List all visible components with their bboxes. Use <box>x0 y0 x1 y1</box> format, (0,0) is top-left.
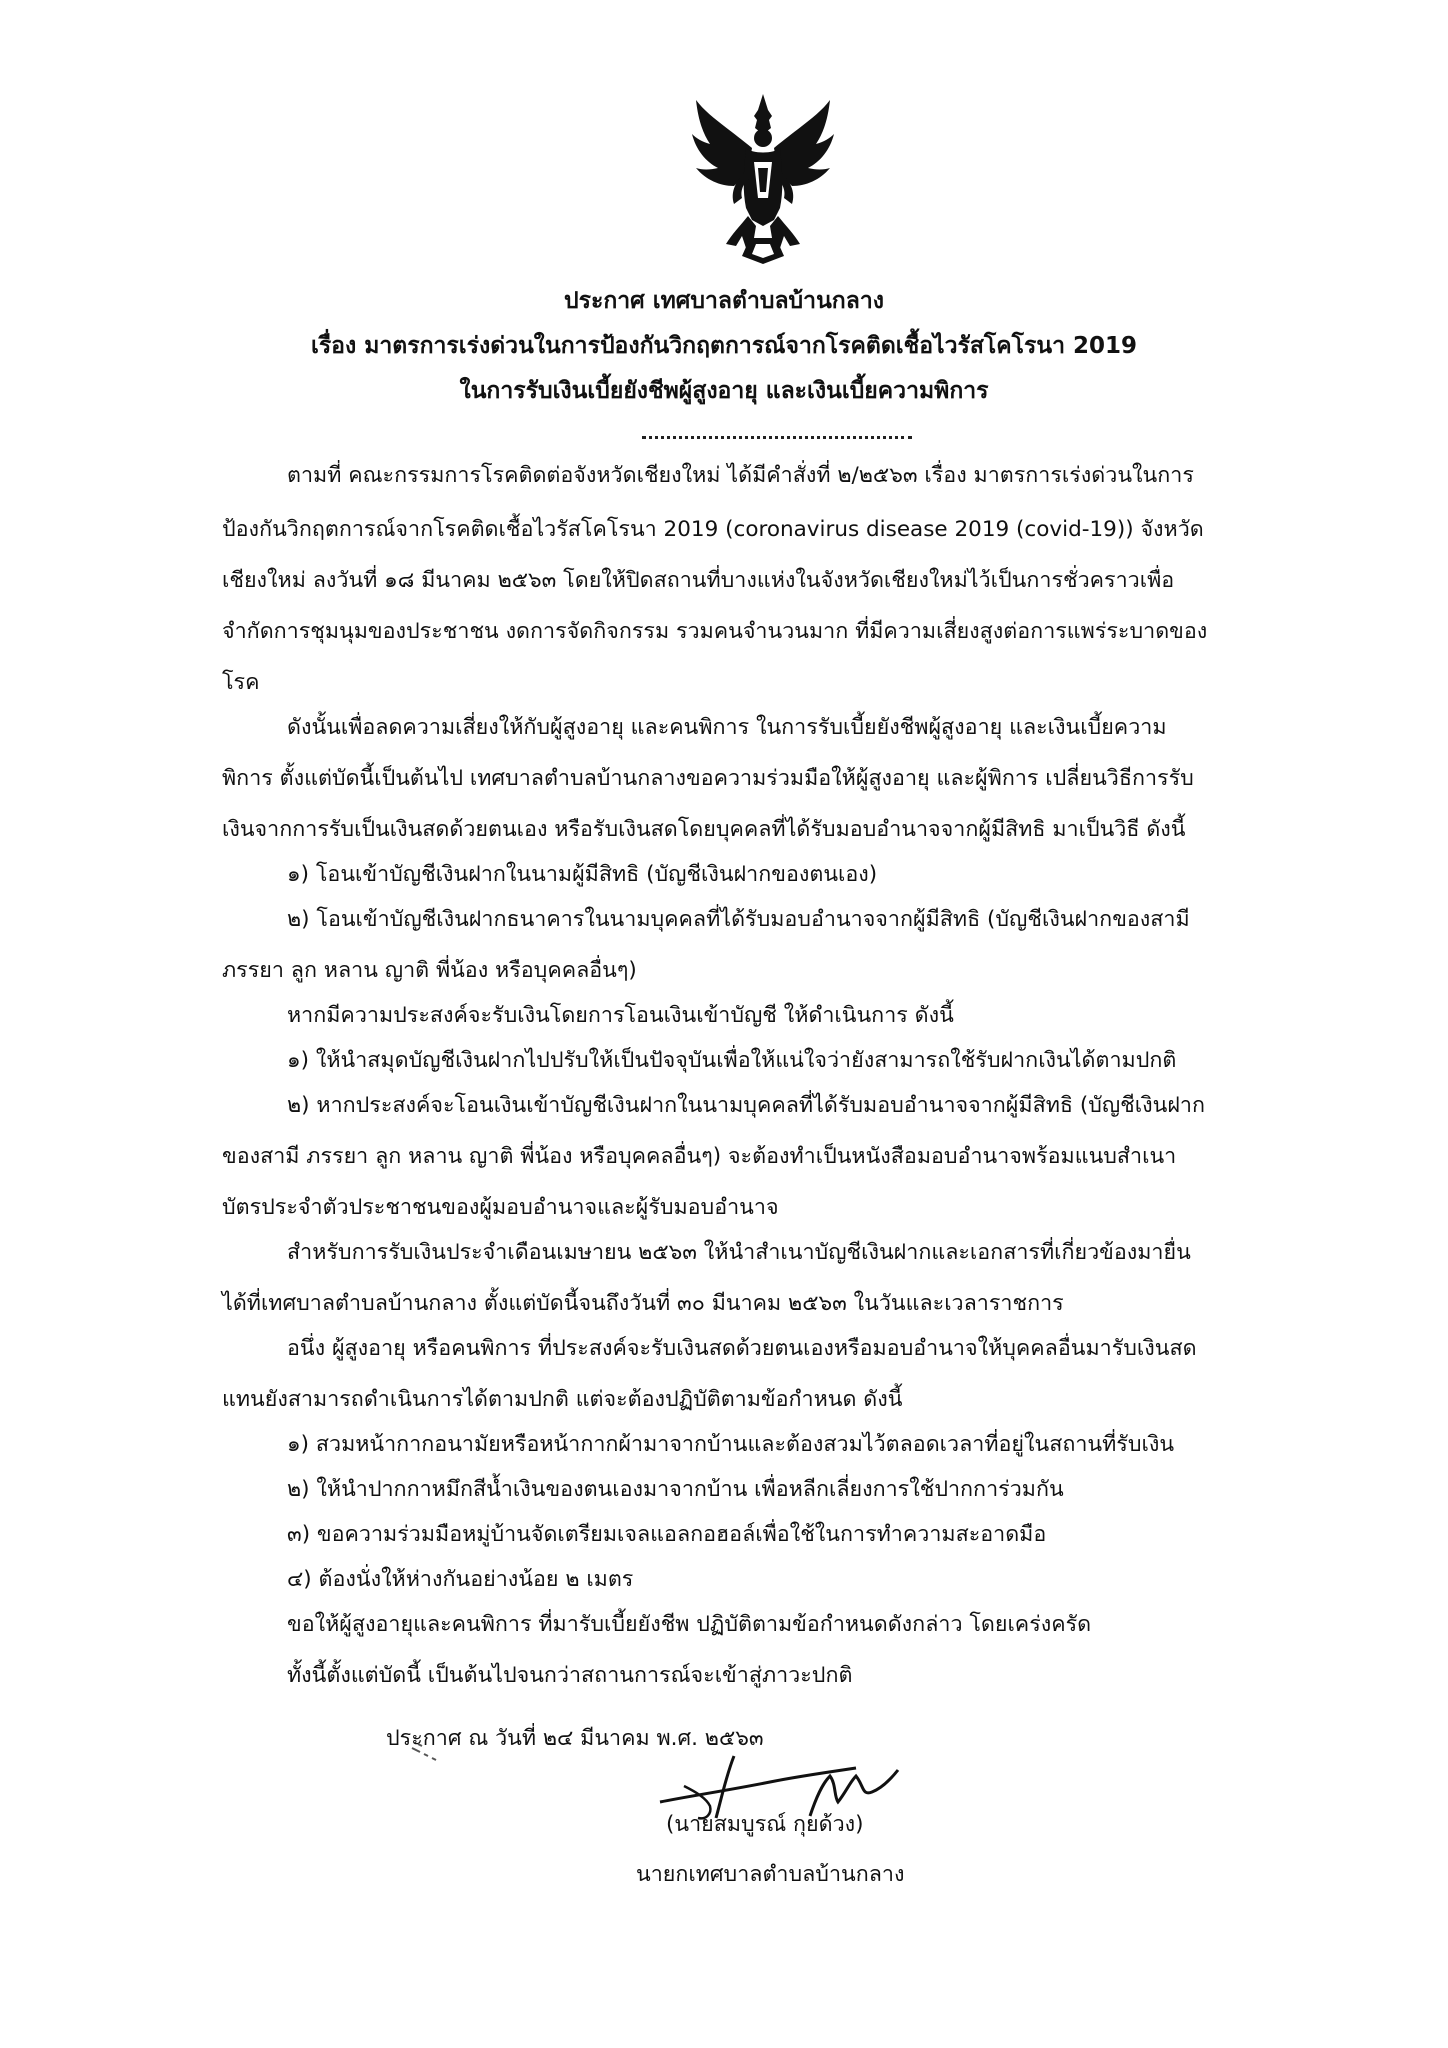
announcement-subject-continued: ในการรับเงินเบี้ยยังชีพผู้สูงอายุ และเงินเบี้ยความพิการ <box>459 378 989 404</box>
paragraph-2-line-2: พิการ ตั้งแต่บัดนี้เป็นต้นไป เทศบาลตำบลบ้านกลางขอความร่วมมือให้ผู้สูงอายุ และผู้พิการ เปลี่ยนวิธีการรับ <box>222 766 1194 791</box>
paragraph-5-line-1: อนึ่ง ผู้สูงอายุ หรือคนพิการ ที่ประสงค์จะรับเงินสดด้วยตนเองหรือมอบอำนาจให้บุคคลอื่นมารับเงินสด <box>287 1336 1197 1361</box>
paragraph-6: ขอให้ผู้สูงอายุและคนพิการ ที่มารับเบี้ยยังชีพ ปฏิบัติตามข้อกำหนดดังกล่าว โดยเคร่งครัด <box>287 1612 1092 1637</box>
rule-item-1: ๑) สวมหน้ากากอนามัยหรือหน้ากากผ้ามาจากบ้านและต้องสวมไว้ตลอดเวลาที่อยู่ในสถานที่รับเงิน <box>287 1432 1175 1457</box>
paragraph-1-line-2: ป้องกันวิกฤตการณ์จากโรคติดเชื้อไวรัสโคโรนา 2019 (coronavirus disease 2019 (covid-19)) จังหวัด <box>222 517 1204 542</box>
paragraph-4-line-1: สำหรับการรับเงินประจำเดือนเมษายน ๒๕๖๓ ให้นำสำเนาบัญชีเงินฝากและเอกสารที่เกี่ยวข้องมายื่น <box>287 1240 1191 1265</box>
garuda-emblem-icon <box>688 88 838 266</box>
rule-item-2: ๒) ให้นำปากกาหมึกสีน้ำเงินของตนเองมาจากบ้าน เพื่อหลีกเลี่ยงการใช้ปากการ่วมกัน <box>287 1477 1064 1502</box>
paragraph-2-line-3: เงินจากการรับเป็นเงินสดด้วยตนเอง หรือรับเงินสดโดยบุคคลที่ได้รับมอบอำนาจจากผู้มีสิทธิ มาเป็นวิธี ดังนี้ <box>222 817 1186 842</box>
paragraph-1-line-1: ตามที่ คณะกรรมการโรคติดต่อจังหวัดเชียงใหม่ ได้มีคำสั่งที่ ๒/๒๕๖๓ เรื่อง มาตรการเร่งด่วนในการ <box>287 463 1194 488</box>
paragraph-1-line-5: โรค <box>222 670 260 695</box>
announcement-title: ประกาศ เทศบาลตำบลบ้านกลาง <box>564 288 884 314</box>
paragraph-7: ทั้งนี้ตั้งแต่บัดนี้ เป็นต้นไปจนกว่าสถานการณ์จะเข้าสู่ภาวะปกติ <box>287 1663 853 1688</box>
announcement-subject: เรื่อง มาตรการเร่งด่วนในการป้องกันวิกฤตการณ์จากโรคติดเชื้อไวรัสโคโรนา 2019 <box>310 333 1138 359</box>
header-divider <box>642 436 912 439</box>
signer-name: (นายสมบูรณ์ กุยด้วง) <box>666 1812 864 1837</box>
method-item-2-line-2: ภรรยา ลูก หลาน ญาติ พี่น้อง หรือบุคคลอื่นๆ) <box>222 958 637 983</box>
transfer-step-2-line-3: บัตรประจำตัวประชาชนของผู้มอบอำนาจและผู้รับมอบอำนาจ <box>222 1195 779 1220</box>
signer-position: นายกเทศบาลตำบลบ้านกลาง <box>636 1862 905 1887</box>
method-item-2-line-1: ๒) โอนเข้าบัญชีเงินฝากธนาคารในนามบุคคลที่ได้รับมอบอำนาจจากผู้มีสิทธิ (บัญชีเงินฝากของสามี <box>287 907 1190 932</box>
announcement-date: ประกาศ ณ วันที่ ๒๔ มีนาคม พ.ศ. ๒๕๖๓ <box>386 1726 764 1751</box>
transfer-step-2-line-2: ของสามี ภรรยา ลูก หลาน ญาติ พี่น้อง หรือบุคคลอื่นๆ) จะต้องทำเป็นหนังสือมอบอำนาจพร้อมแนบสำเนา <box>222 1144 1177 1169</box>
paragraph-2-line-1: ดังนั้นเพื่อลดความเสี่ยงให้กับผู้สูงอายุ และคนพิการ ในการรับเบี้ยยังชีพผู้สูงอายุ และเงินเบี้ยความ <box>287 715 1167 740</box>
paragraph-1-line-4: จำกัดการชุมนุมของประชาชน งดการจัดกิจกรรม รวมคนจำนวนมาก ที่มีความเสี่ยงสูงต่อการแพร่ระบาดของ <box>222 619 1208 644</box>
transfer-step-2-line-1: ๒) หากประสงค์จะโอนเงินเข้าบัญชีเงินฝากในนามบุคคลที่ได้รับมอบอำนาจจากผู้มีสิทธิ (บัญชีเงินฝาก <box>287 1093 1206 1118</box>
transfer-step-1: ๑) ให้นำสมุดบัญชีเงินฝากไปปรับให้เป็นปัจจุบันเพื่อให้แน่ใจว่ายังสามารถใช้รับฝากเงินได้ตามปกติ <box>287 1048 1177 1073</box>
rule-item-3: ๓) ขอความร่วมมือหมู่บ้านจัดเตรียมเจลแอลกอฮอล์เพื่อใช้ในการทำความสะอาดมือ <box>287 1522 1047 1547</box>
paragraph-5-line-2: แทนยังสามารถดำเนินการได้ตามปกติ แต่จะต้องปฏิบัติตามข้อกำหนด ดังนี้ <box>222 1387 903 1412</box>
rule-item-4: ๔) ต้องนั่งให้ห่างกันอย่างน้อย ๒ เมตร <box>287 1567 634 1592</box>
paragraph-1-line-3: เชียงใหม่ ลงวันที่ ๑๘ มีนาคม ๒๕๖๓ โดยให้ปิดสถานที่บางแห่งในจังหวัดเชียงใหม่ไว้เป็นการชั่วคราวเพื่อ <box>222 568 1175 593</box>
paragraph-3: หากมีความประสงค์จะรับเงินโดยการโอนเงินเข้าบัญชี ให้ดำเนินการ ดังนี้ <box>287 1003 954 1028</box>
paragraph-4-line-2: ได้ที่เทศบาลตำบลบ้านกลาง ตั้งแต่บัดนี้จนถึงวันที่ ๓๐ มีนาคม ๒๕๖๓ ในวันและเวลาราชการ <box>222 1291 1064 1316</box>
scan-speck-icon <box>410 1742 450 1766</box>
method-item-1: ๑) โอนเข้าบัญชีเงินฝากในนามผู้มีสิทธิ (บัญชีเงินฝากของตนเอง) <box>287 862 878 887</box>
